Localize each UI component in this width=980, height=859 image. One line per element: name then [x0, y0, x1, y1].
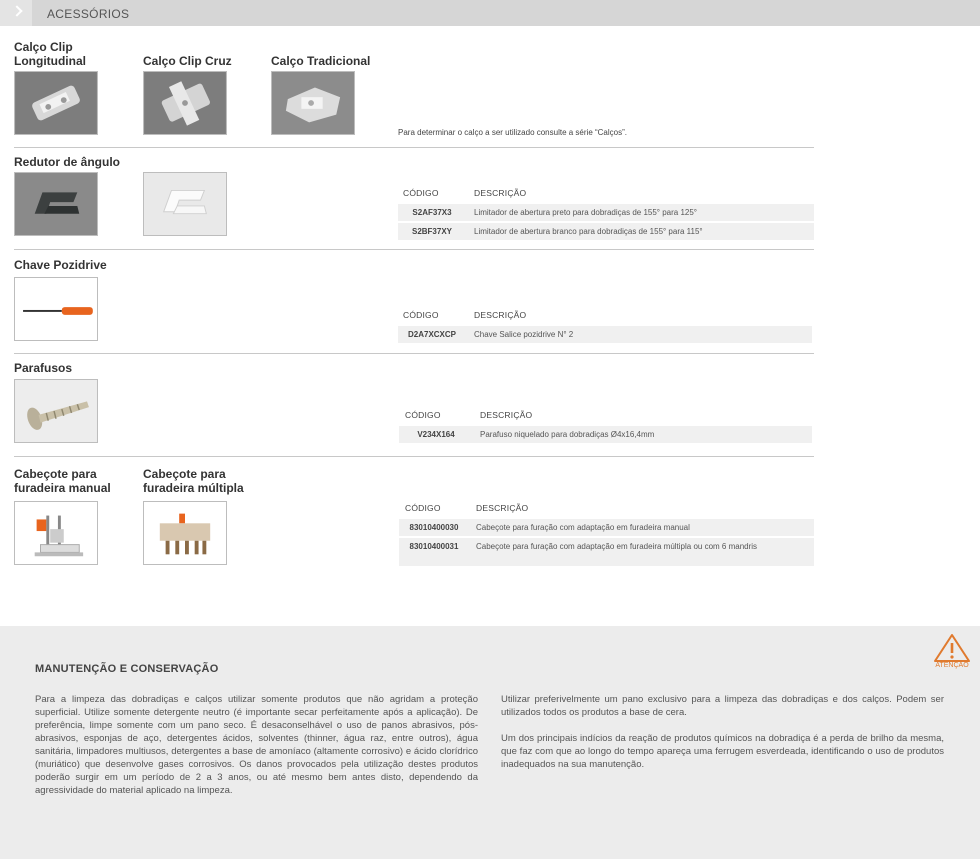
- parafuso-photo: [14, 379, 98, 443]
- maintenance-paragraph: Para a limpeza das dobradiças e calços utilizar somente produtos que não agridam a proteção superficial. Utilize somente detergente neutro (é importante secar perfeitamente após a aplicação). De preferência, limpe somente com um pano seco. É desaconselhável o uso de panos abrasivos, pós-abrasivos, esponjas de aço, detergentes ácidos, solventes (thinner, água raz, entre outros), água sanitária, limpadores multiusos, detergentes a base de amoníaco (altamente corrosivo) e ácido clorídrico (muriático) que desenvolve gases corrosivos. Os danos provocados pela utilização destes produtos poderão surgir em um período de 2 a 3 anos, ou até mesmo bem antes disto, dependendo da agressividade do material aplicado na limpeza.: [35, 694, 478, 796]
- divider: [14, 147, 814, 148]
- chevron-right-icon: [11, 5, 22, 16]
- table-row: D2A7XCXCP Chave Salice pozidrive N° 2: [398, 326, 812, 343]
- warning-label: ATENÇÃO: [935, 662, 969, 669]
- col-desc-header: DESCRIÇÃO: [474, 310, 527, 320]
- redutor-table: [398, 188, 814, 242]
- section-header-bar: [0, 0, 980, 26]
- col-desc-header: DESCRIÇÃO: [480, 410, 533, 420]
- table-row: V234X164 Parafuso niquelado para dobradiças Ø4x16,4mm: [399, 426, 812, 443]
- parafusos-table: [399, 410, 812, 445]
- calco-note: Para determinar o calço a ser utilizado consulte a série “Calços”.: [398, 128, 627, 137]
- cabecote-multipla-photo: [143, 501, 227, 565]
- cabecote-multipla-title: Cabeçote para furadeira múltipla: [143, 467, 244, 495]
- divider: [14, 456, 814, 457]
- calco-tradicional-photo: [271, 71, 355, 135]
- parafusos-title: Parafusos: [14, 361, 73, 375]
- col-desc-header: DESCRIÇÃO: [474, 188, 527, 198]
- redutor-branco-photo: [143, 172, 227, 236]
- redutor-title: Redutor de ângulo: [14, 155, 120, 169]
- chave-table: [398, 310, 812, 345]
- maintenance-right-column: [501, 693, 944, 784]
- calco-clip-cruz-photo: [143, 71, 227, 135]
- calco-clip-cruz-title: Calço Clip Cruz: [143, 54, 232, 68]
- calco-clip-longitudinal-title: Calço Clip Longitudinal: [14, 40, 86, 68]
- redutor-preto-photo: [14, 172, 98, 236]
- maintenance-paragraph: Um dos principais indícios da reação de produtos químicos na dobradiça é a perda de brilho da mesma, que faz com que ao longo do tempo apareça uma ferrugem esverdeada, identificando o uso de produtos inadequados na sua manutenção.: [501, 733, 944, 770]
- col-desc-header: DESCRIÇÃO: [476, 503, 529, 513]
- calco-tradicional-title: Calço Tradicional: [271, 54, 371, 68]
- warning-badge: [932, 632, 972, 672]
- cabecote-table: [399, 503, 814, 568]
- col-code-header: CÓDIGO: [405, 410, 441, 420]
- chave-photo: [14, 277, 98, 341]
- warning-icon: [932, 632, 972, 664]
- table-row: S2BF37XY Limitador de abertura branco para dobradiças de 155° para 115°: [398, 223, 814, 240]
- cabecote-manual-photo: [14, 501, 98, 565]
- divider: [14, 353, 814, 354]
- chave-title: Chave Pozidrive: [14, 258, 107, 272]
- maintenance-left-column: [35, 693, 478, 810]
- col-code-header: CÓDIGO: [405, 503, 441, 513]
- divider: [14, 249, 814, 250]
- col-code-header: CÓDIGO: [403, 188, 439, 198]
- section-header-title: ACESSÓRIOS: [47, 7, 130, 21]
- calco-clip-longitudinal-photo: [14, 71, 98, 135]
- maintenance-paragraph: Utilizar preferivelmente um pano exclusivo para a limpeza das dobradiças e dos calços. Podem ser utilizados todos os produtos a base de cera.: [501, 694, 944, 718]
- expand-toggle[interactable]: [0, 0, 32, 26]
- cabecote-manual-title: Cabeçote para furadeira manual: [14, 467, 111, 495]
- table-row: 83010400030 Cabeçote para furação com adaptação em furadeira manual: [399, 519, 814, 536]
- table-row: 83010400031 Cabeçote para furação com adaptação em furadeira múltipla ou com 6 mandris: [399, 538, 814, 566]
- maintenance-title: MANUTENÇÃO E CONSERVAÇÃO: [35, 663, 219, 675]
- maintenance-section: [0, 626, 980, 859]
- col-code-header: CÓDIGO: [403, 310, 439, 320]
- table-row: S2AF37X3 Limitador de abertura preto para dobradiças de 155° para 125°: [398, 204, 814, 221]
